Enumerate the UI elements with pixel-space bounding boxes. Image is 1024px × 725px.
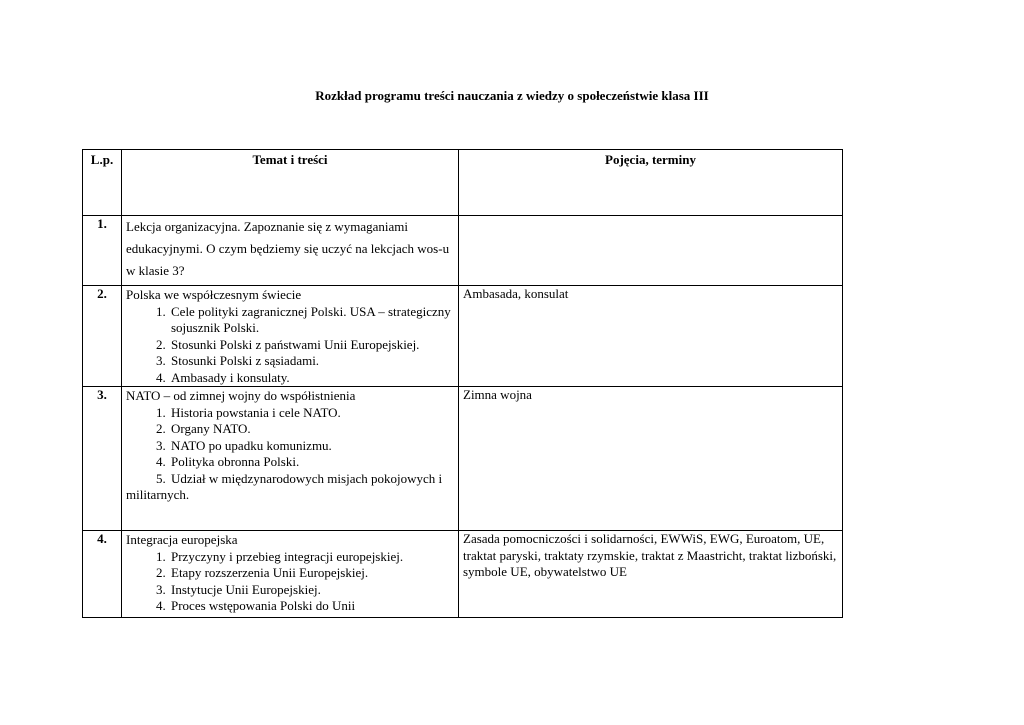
- row-terms: Ambasada, konsulat: [459, 286, 843, 387]
- topic-items: [126, 304, 454, 387]
- table-row: [83, 286, 843, 387]
- topic-item: 4. Polityka obronna Polski.: [169, 454, 454, 471]
- topic-item: 3. NATO po upadku komunizmu.: [169, 438, 454, 455]
- topic-item: 1. Historia powstania i cele NATO.: [169, 405, 454, 422]
- table-row: [83, 216, 843, 286]
- row-number: 3.: [83, 387, 122, 531]
- header-lp: L.p.: [83, 150, 122, 216]
- row-terms: Zasada pomocniczości i solidarności, EWWiS, EWG, Euroatom, UE, traktat paryski, traktaty rzymskie, traktat z Maastricht, traktat lizboński, symbole UE, obywatelstwo UE: [459, 531, 843, 618]
- topic-trail: militarnych.: [126, 487, 190, 502]
- row-terms: [459, 216, 843, 286]
- row-terms: Zimna wojna: [459, 387, 843, 531]
- header-terms: Pojęcia, terminy: [459, 150, 843, 216]
- table-row: [83, 531, 843, 618]
- header-topic: Temat i treści: [122, 150, 459, 216]
- topic-items: [126, 549, 454, 615]
- topic-items: [126, 405, 454, 488]
- document-title: Rozkład programu treści nauczania z wiedzy o społeczeństwie klasa III: [315, 88, 709, 103]
- topic-item: 2. Etapy rozszerzenia Unii Europejskiej.: [169, 565, 454, 582]
- topic-text: Lekcja organizacyjna. Zapoznanie się z wymaganiami edukacyjnymi. O czym będziemy się uczyć na lekcjach wos-u w klasie 3?: [126, 219, 450, 278]
- row-topic: [122, 286, 459, 387]
- row-topic: [122, 387, 459, 531]
- row-number: 1.: [83, 216, 122, 286]
- topic-item: 1. Przyczyny i przebieg integracji europejskiej.: [169, 549, 454, 566]
- table-header-row: [83, 150, 843, 216]
- topic-item: 5. Udział w międzynarodowych misjach pokojowych i: [169, 471, 454, 488]
- topic-item: 1. Cele polityki zagranicznej Polski. USA – strategiczny sojusznik Polski.: [169, 304, 454, 337]
- topic-lead: NATO – od zimnej wojny do współistnienia: [126, 388, 356, 403]
- table-row: [83, 387, 843, 531]
- topic-item: 4. Proces wstępowania Polski do Unii: [169, 598, 454, 615]
- topic-lead: Polska we współczesnym świecie: [126, 287, 302, 302]
- topic-lead: Integracja europejska: [126, 532, 238, 547]
- row-topic: [122, 216, 459, 286]
- row-topic: [122, 531, 459, 618]
- row-number: 2.: [83, 286, 122, 387]
- topic-item: 2. Organy NATO.: [169, 421, 454, 438]
- topic-item: 3. Stosunki Polski z sąsiadami.: [169, 353, 454, 370]
- topic-item: 4. Ambasady i konsulaty.: [169, 370, 454, 387]
- program-table: [82, 149, 843, 618]
- row-number: 4.: [83, 531, 122, 618]
- topic-item: 3. Instytucje Unii Europejskiej.: [169, 582, 454, 599]
- topic-item: 2. Stosunki Polski z państwami Unii Europejskiej.: [169, 337, 454, 354]
